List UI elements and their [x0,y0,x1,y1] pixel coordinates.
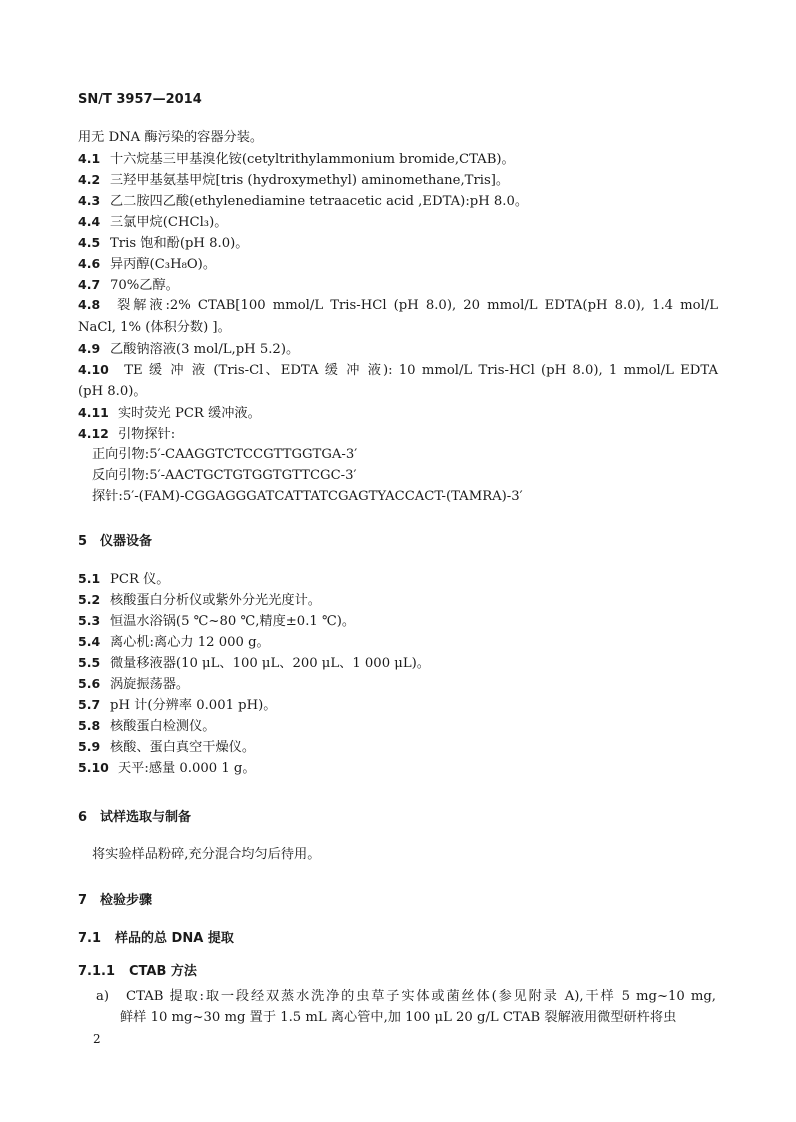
item-4-8-line1 [78,296,718,315]
section7-heading [78,889,152,908]
section7-1-heading [78,927,234,946]
item-text: 引物探针: [118,427,176,442]
list-item [78,612,355,631]
list-item [78,234,248,253]
item-4-9 [78,340,299,359]
section5-heading [78,530,152,549]
section6-heading [78,806,191,825]
intro-line: 用无 DNA 酶污染的容器分装。 [78,130,264,145]
list-item [78,213,227,232]
document-code: SN/T 3957—2014 [78,92,202,107]
item-number: 4.6 [78,256,101,271]
item-text: 恒温水浴锅(5 ℃~80 ℃,精度±0.1 ℃)。 [110,614,356,629]
list-item [78,654,430,673]
item-number: 4.2 [78,172,101,187]
section-title: CTAB 方法 [129,964,197,979]
list-item [78,570,169,589]
item-number: 4.4 [78,214,101,229]
item-number: 5.3 [78,613,101,628]
item-text: 十六烷基三甲基溴化铵(cetyltrithylammonium bromide,CTAB)。 [110,152,515,167]
item-number: 4.11 [78,405,109,420]
item-number: 5.2 [78,592,101,607]
item-number: 4.1 [78,151,101,166]
list-item [78,192,528,211]
item-text: 异丙醇(C₃H₈O)。 [110,257,217,272]
item-text: 70%乙醇。 [110,278,179,293]
item-number: 5.10 [78,760,109,775]
item-text: PCR 仪。 [110,572,170,587]
item-number: 4.5 [78,235,101,250]
item-4-10-line1 [78,361,718,380]
section-title: 试样选取与制备 [100,810,192,825]
forward-primer: 正向引物:5′-CAAGGTCTCCGTTGGTGA-3′ [92,447,358,462]
item-number: 5.1 [78,571,101,586]
item-text: 核酸蛋白检测仪。 [110,719,216,734]
item-text: 乙酸钠溶液(3 mol/L,pH 5.2)。 [110,342,300,357]
item-number: 4.12 [78,426,109,441]
reverse-primer: 反向引物:5′-AACTGCTGTGGTGTTCGC-3′ [92,468,357,483]
item-text: 涡旋振荡器。 [110,677,190,692]
item-label: a) [96,989,110,1004]
item-4-10-line2: (pH 8.0)。 [78,384,147,399]
section-title: 检验步骤 [100,893,153,908]
item-number: 5.5 [78,655,101,670]
item-a-line1 [96,988,716,1006]
section-number: 7.1 [78,931,102,946]
list-item [78,591,321,610]
item-text: Tris 饱和酚(pH 8.0)。 [110,236,249,251]
section-title: 仪器设备 [100,534,153,549]
list-item [78,255,216,274]
section-number: 7 [78,893,88,908]
item-text: 实时荧光 PCR 缓冲液。 [118,406,261,421]
item-number: 4.9 [78,341,101,356]
section-title: 样品的总 DNA 提取 [115,931,234,946]
list-item [78,276,179,295]
item-4-11 [78,404,261,423]
item-text: 核酸、蛋白真空干燥仪。 [110,740,256,755]
item-text: 天平:感量 0.000 1 g。 [118,761,256,776]
item-number: 4.3 [78,193,101,208]
list-item [78,150,515,169]
section-number: 7.1.1 [78,964,116,979]
item-number: 5.9 [78,739,101,754]
section-number: 6 [78,810,88,825]
item-text: TE 缓 冲 液 (Tris-Cl、EDTA 缓 冲 液): 10 mmol/L Tris-HCl (pH 8.0), 1 mmol/L EDTA [124,363,718,378]
list-item [78,759,256,778]
item-a-line2: 鲜样 10 mg~30 mg 置于 1.5 mL 离心管中,加 100 μL 20 g/L CTAB 裂解液用微型研杵将虫 [120,1010,677,1025]
item-number: 4.7 [78,277,101,292]
probe: 探针:5′-(FAM)-CGGAGGGATCATTATCGAGTYACCACT-(TAMRA)-3′ [92,489,523,504]
list-item [78,675,189,694]
item-number: 5.8 [78,718,101,733]
item-4-12 [78,425,175,444]
list-item [78,738,255,757]
item-number: 4.8 [78,297,101,312]
item-text: 核酸蛋白分析仪或紫外分光光度计。 [110,593,321,608]
list-item [78,717,216,736]
item-number: 5.6 [78,676,101,691]
item-text: 三羟甲基氨基甲烷[tris (hydroxymethyl) aminomethane,Tris]。 [110,173,510,188]
item-text: 乙二胺四乙酸(ethylenediamine tetraacetic acid ,EDTA):pH 8.0。 [110,194,529,209]
item-text: CTAB 提取:取一段经双蒸水洗净的虫草子实体或菌丝体(参见附录 A),干样 5 mg~10 mg, [126,989,716,1004]
section6-body: 将实验样品粉碎,充分混合均匀后待用。 [92,847,321,862]
item-text: 微量移液器(10 μL、100 μL、200 μL、1 000 μL)。 [110,656,430,671]
item-number: 5.4 [78,634,101,649]
page-number: 2 [93,1032,101,1046]
item-text: pH 计(分辨率 0.001 pH)。 [110,698,277,713]
list-item [78,171,509,190]
section-number: 5 [78,534,88,549]
list-item [78,633,270,652]
item-4-8-line2: NaCl, 1% (体积分数) ]。 [78,320,231,335]
list-item [78,696,276,715]
item-text: 三氯甲烷(CHCl₃)。 [110,215,228,230]
item-number: 5.7 [78,697,101,712]
item-text: 离心机:离心力 12 000 g。 [110,635,270,650]
item-text: 裂解液:2% CTAB[100 mmol/L Tris-HCl (pH 8.0), 20 mmol/L EDTA(pH 8.0), 1.4 mol/L [117,298,718,313]
section7-1-1-heading [78,960,197,979]
item-number: 4.10 [78,362,109,377]
